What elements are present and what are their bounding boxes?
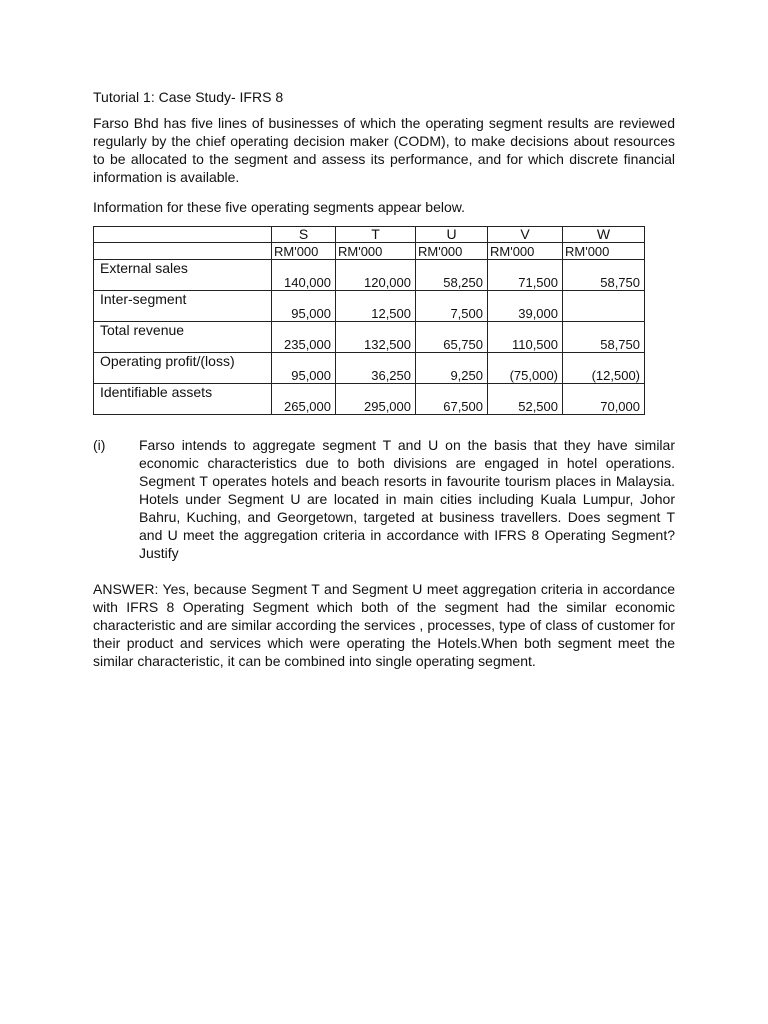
row-label-identifiable-assets: Identifiable assets: [94, 384, 272, 415]
cell-v: 39,000: [488, 291, 563, 322]
table-row: [94, 322, 645, 353]
cell-value: 235,000: [284, 336, 331, 352]
table-row: [94, 384, 645, 415]
column-header-w: W: [563, 227, 645, 243]
table-row: [94, 260, 645, 291]
cell-t: 12,500: [336, 291, 416, 322]
header-blank-cell: [94, 227, 272, 243]
column-header-t: T: [336, 227, 416, 243]
cell-s: [272, 322, 336, 353]
unit-s: RM'000: [272, 243, 336, 260]
units-blank-cell: [94, 243, 272, 260]
question-text: Farso intends to aggregate segment T and U on the basis that they have similar economic characteristics due to both divisions are engaged in hotel operations. Segment T operates hotels and beach resorts in favourite tourism places in Malaysia. Hotels under Segment U are located in main cities including Kuala Lumpur, Johor Bahru, Kuching, and Georgetown, targeted at business travellers. Does segment T and U meet the aggregation criteria in accordance with IFRS 8 Operating Segment? Justify: [139, 437, 675, 561]
cell-v: 110,500: [488, 322, 563, 353]
row-label-external-sales: External sales: [94, 260, 272, 291]
cell-s: [272, 353, 336, 384]
cell-value: 7,500: [450, 305, 483, 321]
cell-u: [416, 291, 488, 322]
table-intro: Information for these five operating segments appear below.: [93, 199, 465, 215]
cell-value: 265,000: [284, 398, 331, 414]
segment-header-row: [94, 227, 645, 243]
cell-v: (75,000): [488, 353, 563, 384]
cell-t: 132,500: [336, 322, 416, 353]
table-row: [94, 353, 645, 384]
cell-w: [563, 291, 645, 322]
units-row: [94, 243, 645, 260]
answer-paragraph: ANSWER: Yes, because Segment T and Segment U meet aggregation criteria in accordance with IFRS 8 Operating Segment which both of the segment had the similar economic characteristic and are similar according the services , processes, type of class of customer for their product and services which were operating the Hotels.When both segment meet the similar characteristic, it can be combined into single operating segment.: [93, 581, 675, 669]
cell-s: [272, 384, 336, 415]
cell-u: [416, 260, 488, 291]
unit-u: RM'000: [416, 243, 488, 260]
unit-t: RM'000: [336, 243, 416, 260]
cell-u: 67,500: [416, 384, 488, 415]
cell-value: 95,000: [291, 367, 331, 383]
cell-w: 70,000: [563, 384, 645, 415]
row-label-total-revenue: Total revenue: [94, 322, 272, 353]
cell-value: 95,000: [291, 305, 331, 321]
column-header-s: S: [272, 227, 336, 243]
cell-v: 52,500: [488, 384, 563, 415]
cell-w: 58,750: [563, 260, 645, 291]
cell-value: 140,000: [284, 274, 331, 290]
cell-u: 9,250: [416, 353, 488, 384]
question-number: (i): [93, 437, 106, 453]
segment-table: [93, 226, 645, 415]
cell-u: 65,750: [416, 322, 488, 353]
column-header-u: U: [416, 227, 488, 243]
cell-t: 295,000: [336, 384, 416, 415]
table-row: [94, 291, 645, 322]
column-header-v: V: [488, 227, 563, 243]
cell-w: 58,750: [563, 322, 645, 353]
cell-value: 58,250: [443, 274, 483, 290]
cell-s: [272, 260, 336, 291]
row-label-inter-segment: Inter-segment: [94, 291, 272, 322]
row-label-operating-profit: Operating profit/(loss): [94, 353, 272, 384]
unit-w: RM'000: [563, 243, 645, 260]
document-title: Tutorial 1: Case Study- IFRS 8: [93, 89, 284, 105]
cell-t: 120,000: [336, 260, 416, 291]
cell-w: (12,500): [563, 353, 645, 384]
cell-v: 71,500: [488, 260, 563, 291]
unit-v: RM'000: [488, 243, 563, 260]
cell-s: [272, 291, 336, 322]
intro-paragraph: Farso Bhd has five lines of businesses of which the operating segment results are reviewed regularly by the chief operating decision maker (CODM), to make decisions about resources to be allocated to the segment and assess its performance, and for which discrete financial information is available.: [93, 115, 675, 185]
cell-t: 36,250: [336, 353, 416, 384]
